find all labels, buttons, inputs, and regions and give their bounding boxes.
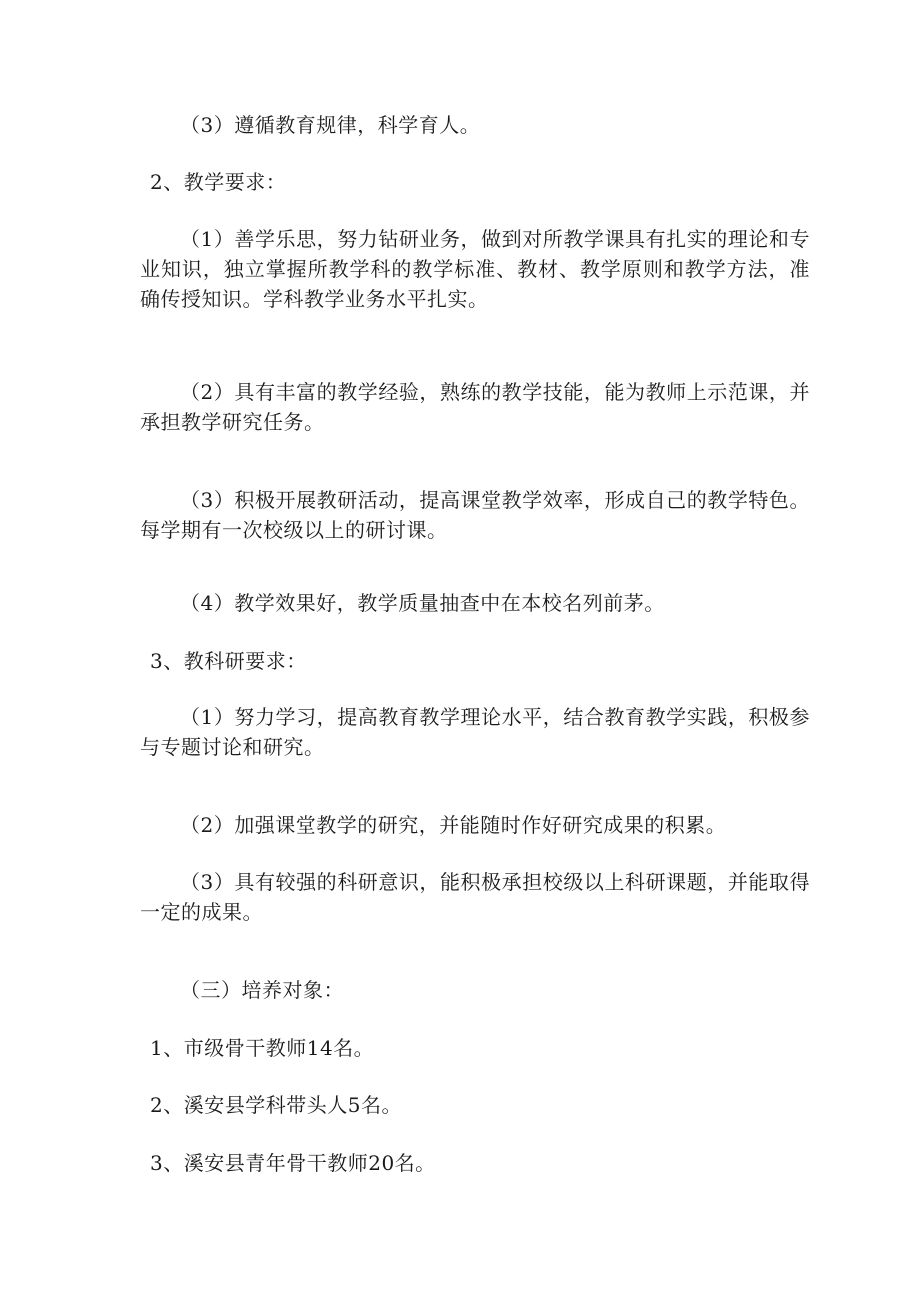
- list-item-city-backbone: 1、市级骨干教师14名。: [150, 1036, 375, 1060]
- heading-research-requirements: 3、教科研要求：: [150, 649, 307, 673]
- paragraph-teaching-1: （1）善学乐思，努力钻研业务，做到对所教学课具有扎实的理论和专业知识，独立掌握所教学科的教学标准、教材、教学原则和教学方法，准确传授知识。学科教学业务水平扎实。: [140, 227, 810, 311]
- paragraph-teaching-3: （3）积极开展教研活动，提高课堂教学效率，形成自己的教学特色。每学期有一次校级以上的研讨课。: [140, 488, 810, 542]
- paragraph-principle-3: （3）遵循教育规律，科学育人。: [180, 113, 481, 137]
- heading-training-targets: （三）培养对象：: [180, 978, 344, 1002]
- paragraph-research-2: （2）加强课堂教学的研究，并能随时作好研究成果的积累。: [180, 813, 727, 837]
- list-item-young-backbone: 3、溪安县青年骨干教师20名。: [150, 1151, 436, 1175]
- paragraph-teaching-2: （2）具有丰富的教学经验，熟练的教学技能，能为教师上示范课，并承担教学研究任务。: [140, 380, 810, 434]
- paragraph-research-1: （1）努力学习，提高教育教学理论水平，结合教育教学实践，积极参与专题讨论和研究。: [140, 705, 810, 759]
- paragraph-teaching-4: （4）教学效果好，教学质量抽查中在本校名列前茅。: [180, 591, 665, 615]
- heading-teaching-requirements: 2、教学要求：: [150, 170, 287, 194]
- list-item-subject-leaders: 2、溪安县学科带头人5名。: [150, 1093, 402, 1117]
- paragraph-research-3: （3）具有较强的科研意识，能积极承担校级以上科研课题，并能取得一定的成果。: [140, 870, 810, 924]
